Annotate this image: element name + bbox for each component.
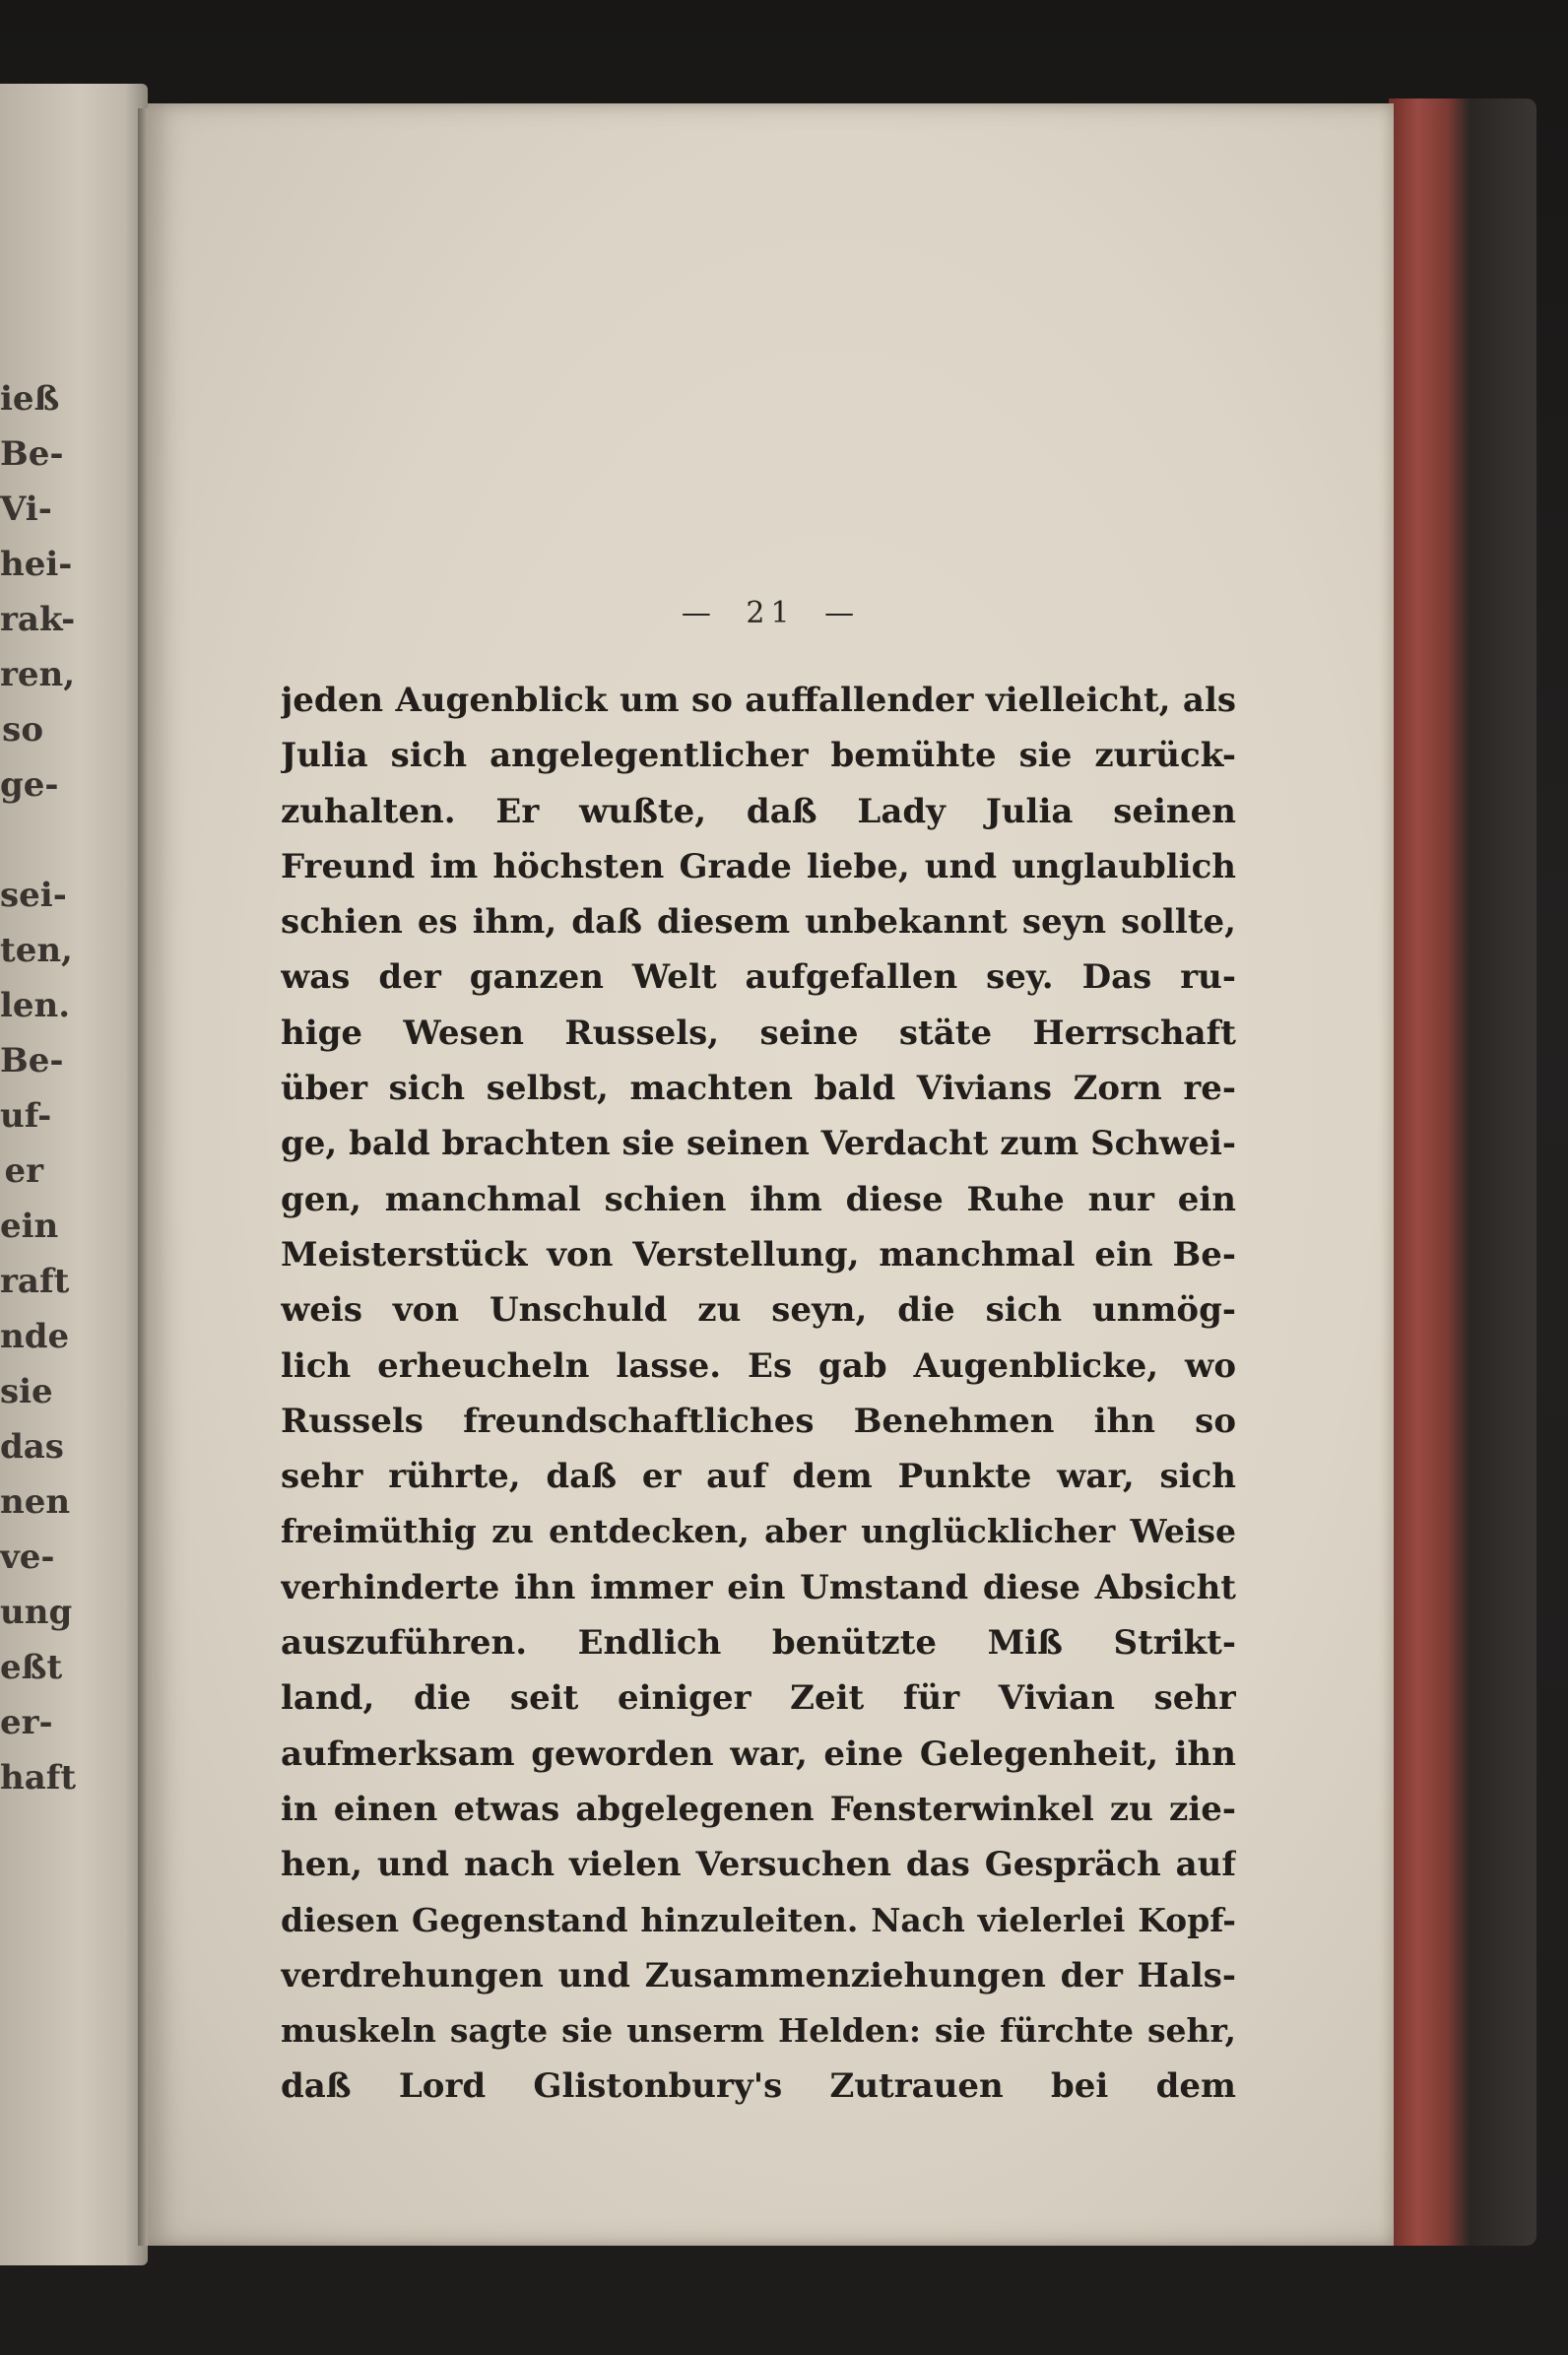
text-line: aufmerksam geworden war, eine Gelegenheit, ihn <box>281 1734 1236 1774</box>
left-page-fragment: Be- <box>0 1041 64 1080</box>
text-line: ge, bald brachten sie seinen Verdacht zum Schwei- <box>281 1124 1236 1164</box>
text-line: schien es ihm, daß diesem unbekannt seyn sollte, <box>281 902 1236 943</box>
left-page-fragment: ren, <box>0 655 76 694</box>
text-line: diesen Gegenstand hinzuleiten. Nach vielerlei Kopf- <box>281 1900 1236 1939</box>
text-line: in einen etwas abgelegenen Fensterwinkel zu zie- <box>281 1789 1236 1829</box>
previous-page-edge <box>0 84 148 2265</box>
left-page-fragment: so <box>2 710 43 750</box>
left-page-fragment: das <box>0 1427 64 1467</box>
text-line: auszuführen. Endlich benützte Miß Strikt- <box>281 1623 1236 1664</box>
text-line: über sich selbst, machten bald Vivians Zorn re- <box>281 1069 1236 1109</box>
text-line: Russels freundschaftliches Benehmen ihn so <box>281 1401 1236 1441</box>
text-line: gen, manchmal schien ihm diese Ruhe nur ein <box>281 1179 1236 1219</box>
left-page-fragment: ve- <box>0 1537 55 1577</box>
left-page-fragment: eßt <box>0 1648 63 1687</box>
text-line: lich erheucheln lasse. Es gab Augenblicke, wo <box>281 1345 1236 1386</box>
left-page-fragment: sie <box>0 1372 53 1411</box>
text-line: weis von Unschuld zu seyn, die sich unmög- <box>281 1290 1236 1331</box>
page-number: 21 <box>746 596 796 630</box>
left-page-fragment: ge- <box>0 765 59 805</box>
left-page-fragment: sei- <box>0 876 67 915</box>
text-line: land, die seit einiger Zeit für Vivian sehr <box>281 1678 1236 1719</box>
text-line: muskeln sagte sie unserm Helden: sie fürchte sehr, <box>281 2011 1236 2051</box>
left-page-fragment: haft <box>0 1758 77 1798</box>
text-line: sehr rührte, daß er auf dem Punkte war, sich <box>281 1457 1236 1497</box>
left-page-fragment: ten, <box>0 931 73 970</box>
page-header <box>148 596 1394 630</box>
body-text <box>281 673 1236 2115</box>
left-page-fragment: nde <box>0 1317 70 1356</box>
text-line: zuhalten. Er wußte, daß Lady Julia seinen <box>281 791 1236 831</box>
left-page-fragment: Vi- <box>0 490 52 529</box>
left-page-fragment: len. <box>0 986 71 1025</box>
text-line: verdrehungen und Zusammenziehungen der Hals- <box>281 1955 1236 1995</box>
left-page-fragment: raft <box>0 1262 70 1301</box>
left-page-fragment: rak- <box>0 600 76 639</box>
left-page-fragment: uf- <box>0 1096 52 1136</box>
header-dash-right: — <box>824 596 861 630</box>
book-cover-edge <box>1389 98 1536 2246</box>
text-line: Freund im höchsten Grade liebe, und unglaublich <box>281 846 1236 886</box>
left-page-fragment: ung <box>0 1593 73 1632</box>
left-page-fragment: ein <box>0 1207 59 1246</box>
text-line: Julia sich angelegentlicher bemühte sie zurück- <box>281 736 1236 776</box>
text-line: Meisterstück von Verstellung, manchmal ein Be- <box>281 1234 1236 1275</box>
left-page-fragment: hei- <box>0 545 73 584</box>
left-page-fragment: nen <box>0 1482 71 1522</box>
left-page-fragment: Be- <box>0 434 64 474</box>
text-line: daß Lord Glistonbury's Zutrauen bei dem <box>281 2066 1236 2107</box>
text-line: freimüthig zu entdecken, aber unglücklicher Weise <box>281 1512 1236 1551</box>
left-page-fragment: er- <box>0 1703 53 1742</box>
text-line: hen, und nach vielen Versuchen das Gespräch auf <box>281 1845 1236 1885</box>
left-page-fragment: er <box>4 1151 43 1191</box>
text-line: verhinderte ihn immer ein Umstand diese Absicht <box>281 1567 1236 1607</box>
book-page <box>148 103 1394 2246</box>
text-line: jeden Augenblick um so auffallender vielleicht, als <box>281 681 1236 720</box>
left-page-fragment: ieß <box>0 379 60 419</box>
text-line: hige Wesen Russels, seine stäte Herrschaft <box>281 1013 1236 1053</box>
header-dash-left: — <box>681 596 717 630</box>
text-line: was der ganzen Welt aufgefallen sey. Das ru- <box>281 957 1236 998</box>
